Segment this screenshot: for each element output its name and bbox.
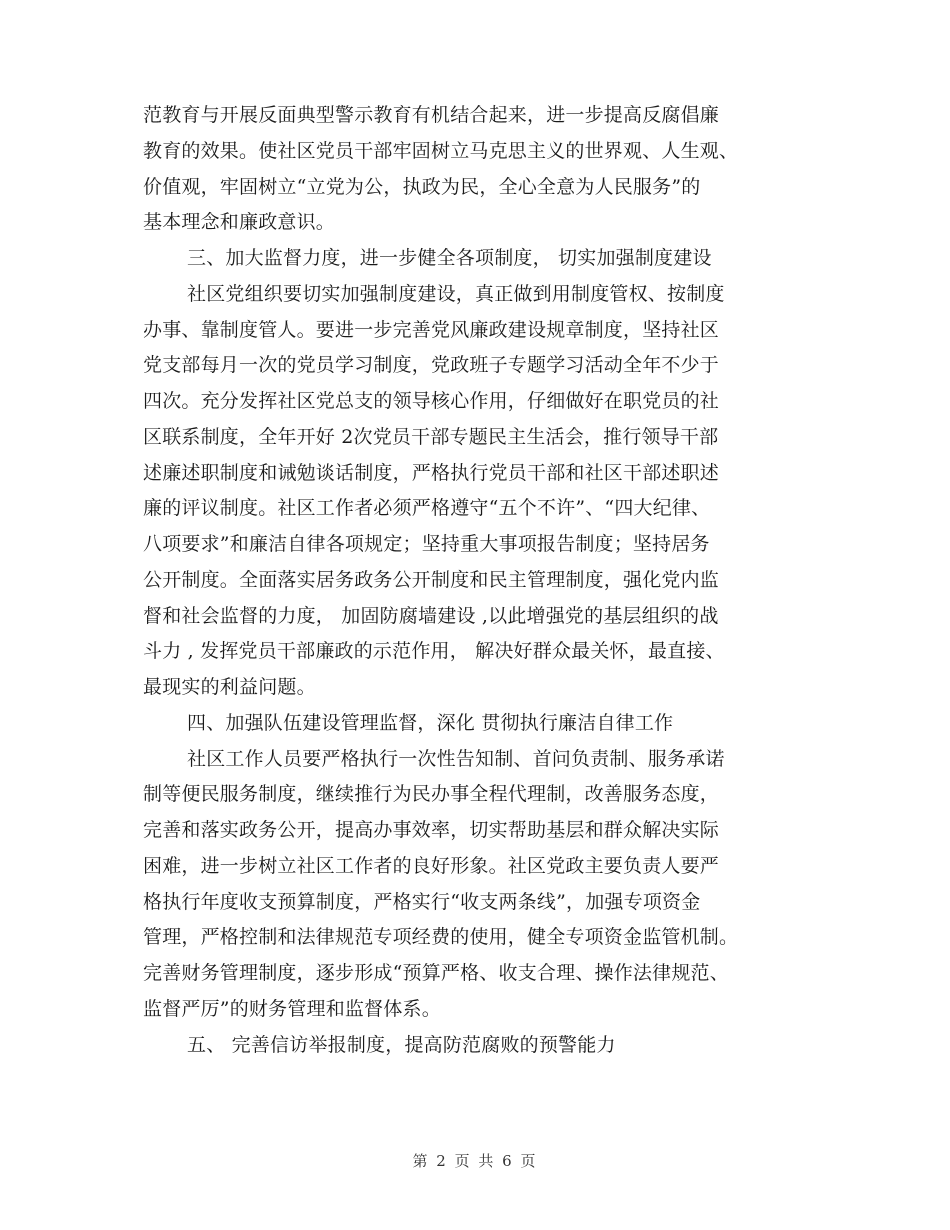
text-line: 价值观，牢固树立“立党为公，执政为民，全心全意为人民服务”的 — [143, 175, 701, 198]
text-line: 制等便民服务制度，继续推行为民办事全程代理制，改善服务态度， — [143, 783, 720, 806]
text-line: 完善和落实政务公开，提高办事效率，切实帮助基层和群众解决实际 — [143, 819, 720, 841]
text-line: 五、 完善信访举报制度，提高防范腐败的预警能力 — [187, 1033, 616, 1056]
text-line: 最现实的利益问题。 — [143, 676, 316, 698]
text-line: 廉的评议制度。社区工作者必须严格遵守“五个不许”、“四大纪律、 — [143, 497, 711, 520]
page-number: 第 2 页 共 6 页 — [412, 1152, 538, 1170]
text-line: 基本理念和廉政意识。 — [143, 211, 336, 234]
text-line: 述廉述职制度和诫勉谈话制度，严格执行党员干部和社区干部述职述 — [143, 461, 720, 484]
text-line: 格执行年度收支预算制度，严格实行“收支两条线”，加强专项资金 — [143, 890, 701, 913]
text-line: 四、加强队伍建设管理监督，深化 贯彻执行廉洁自律工作 — [187, 711, 674, 734]
text-line: 党支部每月一次的党员学习制度，党政班子专题学习活动全年不少于 — [143, 354, 720, 377]
text-line: 八项要求”和廉洁自律各项规定；坚持重大事项报告制度；坚持居务 — [143, 533, 710, 555]
text-line: 区联系制度，全年开好 2次党员干部专题民主生活会，推行领导干部 — [143, 425, 719, 448]
text-line: 监督严厉”的财务管理和监督体系。 — [143, 997, 441, 1020]
text-line: 公开制度。全面落实居务政务公开制度和民主管理制度，强化党内监 — [143, 568, 720, 591]
text-line: 社区工作人员要严格执行一次性告知制、首问负责制、服务承诺 — [187, 747, 725, 770]
text-line: 社区党组织要切实加强制度建设，真正做到用制度管权、按制度 — [187, 282, 725, 305]
text-line: 办事、靠制度管人。要进一步完善党风廉政建设规章制度，坚持社区 — [143, 318, 720, 341]
text-line: 困难，进一步树立社区工作者的良好形象。社区党政主要负责人要严 — [143, 854, 720, 877]
text-line: 教育的效果。使社区党员干部牢固树立马克思主义的世界观、人生观、 — [143, 139, 739, 162]
text-line: 督和社会监督的力度， 加固防腐墙建设 ,以此增强党的基层组织的战 — [143, 604, 719, 627]
text-line: 四次。充分发挥社区党总支的领导核心作用，仔细做好在职党员的社 — [143, 390, 720, 412]
text-line: 管理，严格控制和法律规范专项经费的使用，健全专项资金监管机制。 — [143, 926, 739, 949]
text-line: 三、加大监督力度，进一步健全各项制度， 切实加强制度建设 — [187, 247, 712, 269]
text-line: 完善财务管理制度，逐步形成“预算严格、收支合理、操作法律规范、 — [143, 962, 729, 984]
text-line: 范教育与开展反面典型警示教育有机结合起来，进一步提高反腐倡廉 — [143, 104, 720, 126]
text-line: 斗力 , 发挥党员干部廉政的示范作用， 解决好群众最关怀，最直接、 — [143, 640, 725, 663]
document-body — [143, 98, 811, 1063]
